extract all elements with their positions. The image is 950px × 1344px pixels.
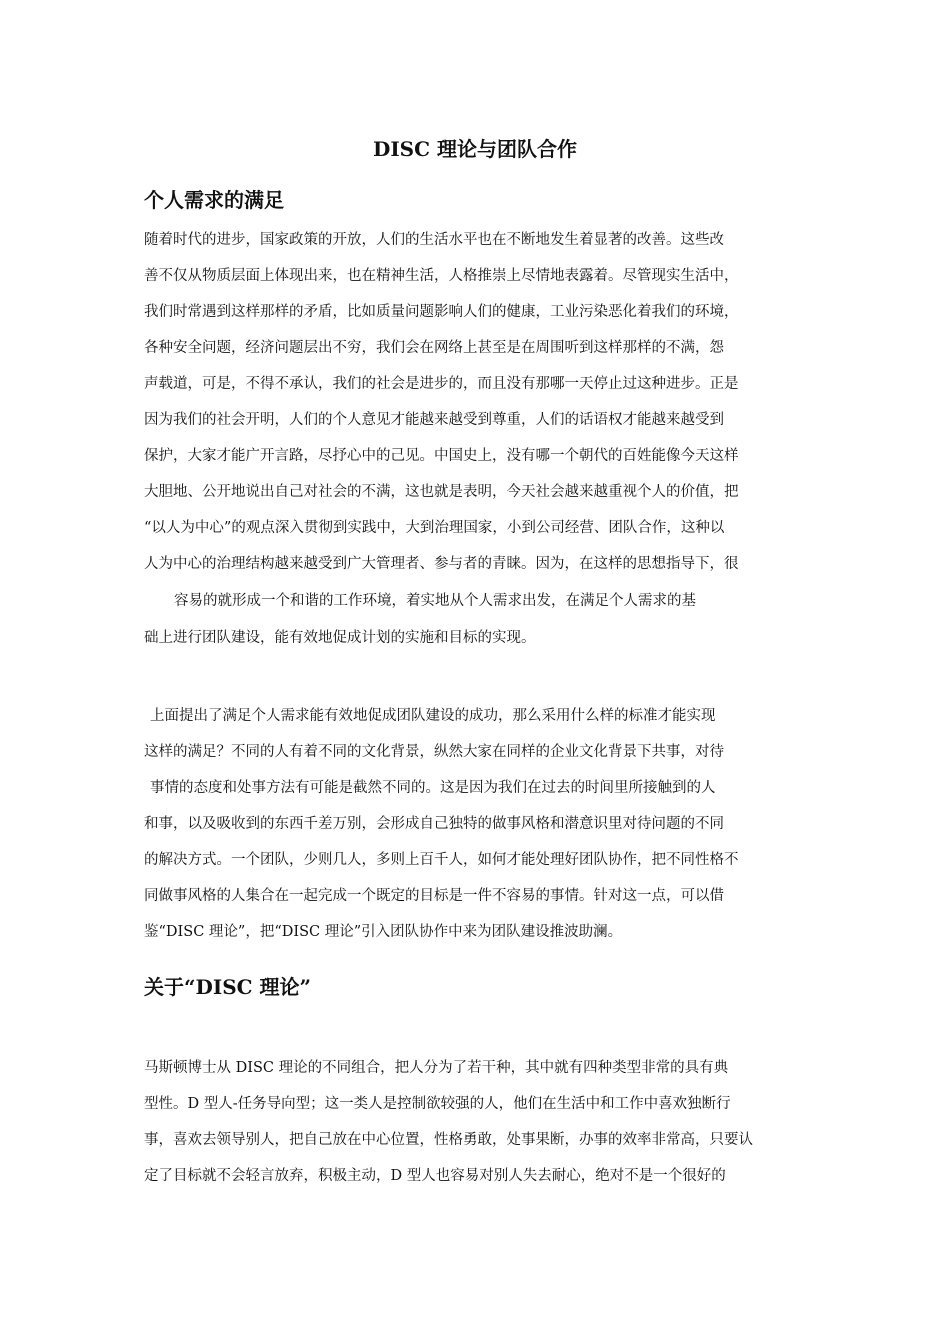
paragraph-line: 我们时常遇到这样那样的矛盾，比如质量问题影响人们的健康，工业污染恶化着我们的环境， <box>144 304 739 320</box>
paragraph-line: 声载道，可是，不得不承认，我们的社会是进步的，而且没有那哪一天停止过这种进步。正是 <box>144 376 739 392</box>
paragraph-line: 人为中心的治理结构越来越受到广大管理者、参与者的青睐。因为，在这样的思想指导下，很 <box>144 556 739 572</box>
section-heading-about-disc: 关于“DISC 理论” <box>144 975 312 999</box>
paragraph-line: 定了目标就不会轻言放弃，积极主动，D 型人也容易对别人失去耐心，绝对不是一个很好的 <box>144 1168 726 1184</box>
document-title: DISC 理论与团队合作 <box>372 137 578 161</box>
paragraph-line: 大胆地、公开地说出自己对社会的不满，这也就是表明，今天社会越来越重视个人的价值，把 <box>144 484 739 500</box>
paragraph-line: 因为我们的社会开明，人们的个人意见才能越来越受到尊重，人们的话语权才能越来越受到 <box>144 412 724 428</box>
paragraph-line: 同做事风格的人集合在一起完成一个既定的目标是一件不容易的事情。针对这一点，可以借 <box>144 888 724 904</box>
paragraph-line: 础上进行团队建设，能有效地促成计划的实施和目标的实现。 <box>144 630 536 646</box>
paragraph-line: 各种安全问题，经济问题层出不穷，我们会在网络上甚至是在周围听到这样那样的不满，怨 <box>144 340 724 356</box>
paragraph-line: 型性。D 型人-任务导向型；这一类人是控制欲较强的人，他们在生活中和工作中喜欢独断行 <box>144 1096 731 1112</box>
paragraph-line: 和事，以及吸收到的东西千差万别，会形成自己独特的做事风格和潜意识里对待问题的不同 <box>144 816 724 832</box>
paragraph-line: “以人为中心”的观点深入贯彻到实践中，大到治理国家，小到公司经营、团队合作，这种以 <box>144 520 725 536</box>
paragraph-line: 事情的态度和处事方法有可能是截然不同的。这是因为我们在过去的时间里所接触到的人 <box>150 780 716 796</box>
paragraph-line: 事，喜欢去领导别人，把自己放在中心位置，性格勇敢，处事果断，办事的效率非常高，只要认 <box>144 1132 753 1148</box>
paragraph-line: 鉴“DISC 理论”，把“DISC 理论”引入团队协作中来为团队建设推波助澜。 <box>144 924 623 940</box>
paragraph-line: 保护，大家才能广开言路，尽抒心中的己见。中国史上，没有哪一个朝代的百姓能像今天这样 <box>144 448 739 464</box>
paragraph-line: 这样的满足？不同的人有着不同的文化背景，纵然大家在同样的企业文化背景下共事，对待 <box>144 744 724 760</box>
paragraph-line: 上面提出了满足个人需求能有效地促成团队建设的成功，那么采用什么样的标准才能实现 <box>150 708 716 724</box>
paragraph-line: 马斯顿博士从 DISC 理论的不同组合，把人分为了若干种，其中就有四种类型非常的具有典 <box>144 1060 729 1076</box>
paragraph-line: 随着时代的进步，国家政策的开放，人们的生活水平也在不断地发生着显著的改善。这些改 <box>144 232 724 248</box>
paragraph-line: 的解决方式。一个团队，少则几人，多则上百千人，如何才能处理好团队协作，把不同性格不 <box>144 852 739 868</box>
paragraph-line: 容易的就形成一个和谐的工作环境，着实地从个人需求出发，在满足个人需求的基 <box>174 593 696 609</box>
paragraph-line: 善不仅从物质层面上体现出来，也在精神生活，人格推崇上尽情地表露着。尽管现实生活中， <box>144 268 739 284</box>
section-heading-personal-needs: 个人需求的满足 <box>144 188 284 212</box>
